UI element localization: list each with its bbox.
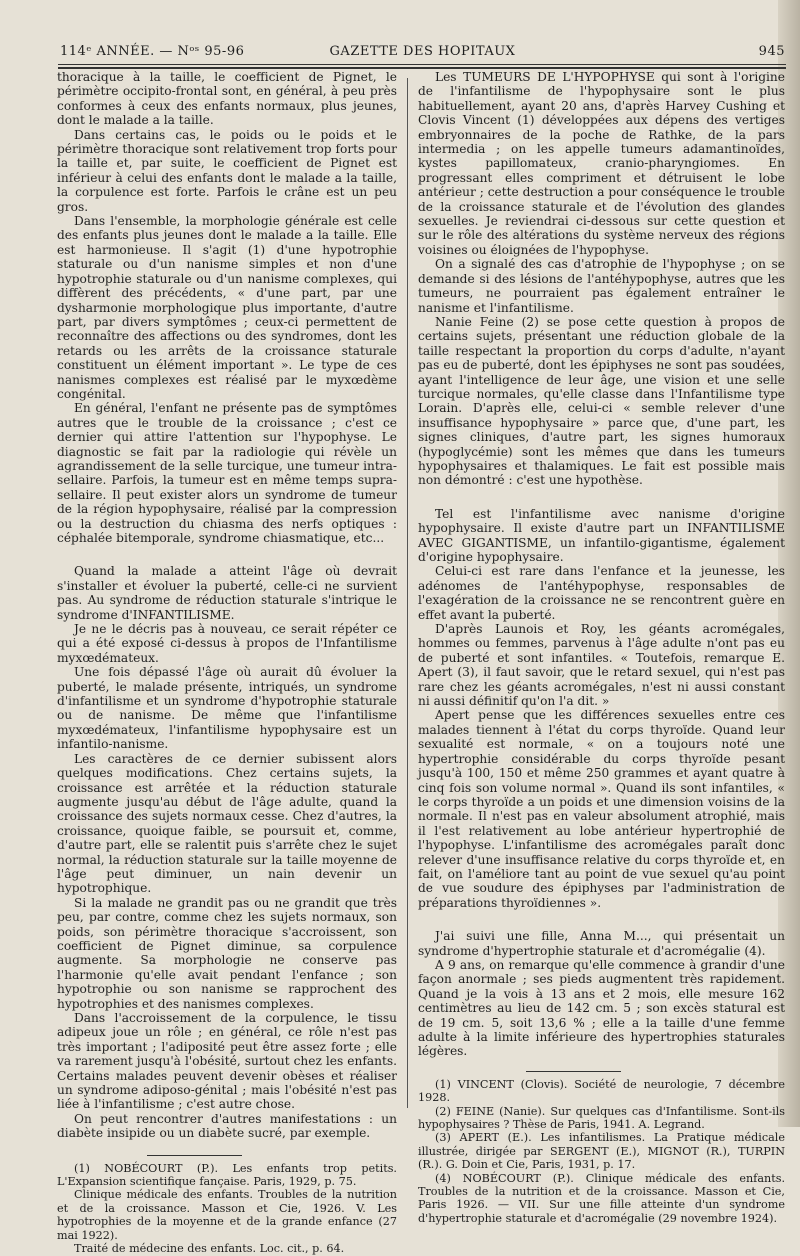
paragraph: Celui-ci est rare dans l'enfance et la jeunesse, les adénomes de l'antéhypophyse, responsables de l'exagération de la croissance ne se rencontrent guère en effet avant la puberté. <box>418 564 785 622</box>
paragraph: Dans l'ensemble, la morphologie générale est celle des enfants plus jeunes dont le malade a la taille. Elle est harmonieuse. Il s'agit (1) d'une hypotrophie staturale ou d'un nanisme simples et non d'une hypotrophie staturale ou d'un nanisme complexes, qui diffèrent des précédents, « d'une part, par une dysharmonie morphologique plus importante, d'autre part, par divers symptômes ; ceux-ci permettent de reconnaître des affections ou des syndromes, dont les retards ou les arrêts de la croissance staturale constituent un élément important ». Le type de ces nanismes complexes est réalisé par le myxœdème congénital. <box>57 214 397 401</box>
right-column <box>418 70 785 1225</box>
paragraph: Une fois dépassé l'âge où aurait dû évoluer la puberté, le malade présente, intriqués, un syndrome d'infantilisme et un syndrome d'hypotrophie staturale ou de nanisme. De même que l'infantilisme myxœdémateux, l'infantilisme hypophysaire est un infantilo-nanisme. <box>57 665 397 752</box>
paragraph: Je ne le décris pas à nouveau, ce serait répéter ce qui a été exposé ci-dessus à propos de l'Infantilisme myxœdémateux. <box>57 622 397 665</box>
paragraph: D'après Launois et Roy, les géants acromégales, hommes ou femmes, parvenus à l'âge adulte n'ont pas eu de puberté et sont infantiles. « Toutefois, remarque E. Apert (3), il faut savoir, que le retard sexuel, qui n'est pas rare chez les géants acromégales, n'est ni aussi constant ni aussi définitif qu'on l'a dit. » <box>418 622 785 709</box>
paragraph: Apert pense que les différences sexuelles entre ces malades tiennent à l'état du corps thyroïde. Quand leur sexualité est normale, « on a toujours noté une hypertrophie considérable du corps thyroïde pesant jusqu'à 100, 150 et même 250 grammes et ayant quatre à cinq fois son volume normal ». Quand ils sont infantiles, « le corps thyroïde a un poids et une dimension voisins de la normale. Il n'est pas en valeur absolument atrophié, mais il l'est relativement au lobe antérieur hypertrophié de l'hypophyse. L'infantilisme des acromégales paraît donc relever d'une insuffisance relative du corps thyroïde et, en fait, on l'améliore tant au point de vue sexuel qu'au point de vue soudure des épiphyses par l'administration de préparations thyroïdiennes ». <box>418 708 785 910</box>
paragraph: Les TUMEURS DE L'HYPOPHYSE qui sont à l'origine de l'infantilisme de l'hypophysaire sont le plus habituellement, ayant 20 ans, d'après Harvey Cushing et Clovis Vincent (1) développées aux dépens des vertiges embryonnaires de la poche de Rathke, de la pars intermedia ; on les appelle tumeurs adamantinoïdes, kystes papillomateux, cranio-pharyngiomes. En progressant elles compriment et détruisent le lobe antérieur ; cette destruction a pour conséquence le trouble de la croissance staturale et de l'évolution des glandes sexuelles. Je reviendrai ci-dessous sur cette question et sur le rôle des altérations du système nerveux des régions voisines ou éloignées de l'hypophyse. <box>418 70 785 257</box>
footnote: Traité de médecine des enfants. Loc. cit., p. 64. <box>74 1242 345 1256</box>
paragraph: Dans certains cas, le poids ou le poids et le périmètre thoracique sont relativement trop forts pour la taille et, par suite, le coefficient de Pignet est inférieur à celui des enfants dont le malade a la taille, la corpulence est forte. Parfois le crâne est un peu gros. <box>57 127 397 214</box>
journal-title: GAZETTE DES HOPITAUX <box>329 44 516 59</box>
issue-number: 114ᵉ ANNÉE. — Nᵒˢ 95-96 <box>60 44 245 59</box>
running-header <box>60 44 785 64</box>
paragraph: A 9 ans, on remarque qu'elle commence à grandir d'une façon anormale ; ses pieds augmentent très rapidement. Quand je la vois à 13 ans et 2 mois, elle mesure 162 centimètres au lieu de 142 cm. 5 ; son excès statural est de 19 cm. 5, soit 13,6 % ; elle a la taille d'une femme adulte à la limite inférieure des hypertrophies staturales légères. <box>418 957 785 1059</box>
section-gap <box>418 488 785 507</box>
footnotes-left <box>57 1162 397 1256</box>
paragraph: On peut rencontrer d'autres manifestations : un diabète insipide ou un diabète sucré, par exemple. <box>57 1111 397 1141</box>
footnote: (3) APERT (E.). Les infantilismes. La Pratique médicale illustrée, dirigée par SERGENT (E.), MIGNOT (R.), TURPIN (R.). G. Doin et Cie, Paris, 1931, p. 17. <box>418 1131 785 1172</box>
footnotes-right <box>418 1078 785 1225</box>
paragraph: On a signalé des cas d'atrophie de l'hypophyse ; on se demande si des lésions de l'antéhypophyse, autres que les tumeurs, ne pourraient pas également entraîner le nanisme et l'infantilisme. <box>418 257 785 315</box>
section-gap <box>57 545 397 564</box>
section-gap <box>418 910 785 929</box>
header-rule-double <box>58 67 786 69</box>
footnote-rule <box>526 1071 621 1072</box>
paragraph: Quand la malade a atteint l'âge où devrait s'installer et évoluer la puberté, celle-ci ne survient pas. Au syndrome de réduction staturale s'intrique le syndrome d'INFANTILISME. <box>57 564 397 622</box>
column-divider <box>407 78 408 1108</box>
footnote-rule <box>147 1155 242 1156</box>
footnote: Clinique médicale des enfants. Troubles de la nutrition et de la croissance. Masson et Cie, 1926. V. Les hypotrophies de la moyenne et de la grande enfance (27 mai 1922). <box>57 1188 397 1242</box>
footnote: (1) NOBÉCOURT (P.). Les enfants trop petits. L'Expansion scientifique fançaise. Paris, 1929, p. 75. <box>57 1161 397 1189</box>
paragraph: Tel est l'infantilisme avec nanisme d'origine hypophysaire. Il existe d'autre part un INFANTILISME AVEC GIGANTISME, un infantilo-gigantisme, également d'origine hypophysaire. <box>418 506 785 564</box>
footnote: (2) FEINE (Nanie). Sur quelques cas d'Infantilisme. Sont-ils hypophysaires ? Thèse de Paris, 1941. A. Legrand. <box>418 1104 785 1132</box>
footnote: (4) NOBÉCOURT (P.). Clinique médicale des enfants. Troubles de la nutrition et de la croissance. Masson et Cie, Paris 1926. — VII. Sur une fille atteinte d'un syndrome d'hypertrophie staturale et d'acromégalie (29 novembre 1924). <box>418 1171 785 1225</box>
paragraph: En général, l'enfant ne présente pas de symptômes autres que le trouble de la croissance ; c'est ce dernier qui attire l'attention sur l'hypophyse. Le diagnostic se fait par la radiologie qui révèle un agrandissement de la selle turcique, une tumeur intra-sellaire. Parfois, la tumeur est en même temps supra-sellaire. Il peut exister alors un syndrome de tumeur de la région hypophysaire, réalisé par la compression ou la destruction du chiasma des nerfs optiques : céphalée bitemporale, syndrome chiasmatique, etc... <box>57 401 397 545</box>
page-number: 945 <box>758 44 785 59</box>
header-rule <box>58 64 786 65</box>
paragraph: Les caractères de ce dernier subissent alors quelques modifications. Chez certains sujets, la croissance est arrêtée et la réduction staturale augmente jusqu'au début de l'âge adulte, quand la croissance des sujets normaux cesse. Chez d'autres, la croissance, quoique faible, se poursuit et, comme, d'autre part, elle se ralentit puis s'arrête chez le sujet normal, la réduction staturale sur la taille moyenne de l'âge peut diminuer, un nain devenir un hypotrophique. <box>57 751 397 896</box>
paragraph: Si la malade ne grandit pas ou ne grandit que très peu, par contre, comme chez les sujets normaux, son poids, son périmètre thoracique s'accroissent, son coefficient de Pignet diminue, sa corpulence augmente. Sa morphologie ne conserve pas l'harmonie qu'elle avait pendant l'enfance ; son hypotrophie ou son nanisme se rapprochent des hypotrophies et des nanismes complexes. <box>57 895 397 1011</box>
paragraph: thoracique à la taille, le coefficient de Pignet, le périmètre occipito-frontal sont, en général, à peu près conformes à ceux des enfants normaux, plus jeunes, dont le malade a la taille. <box>57 70 397 128</box>
left-column <box>57 70 397 1256</box>
paragraph: Nanie Feine (2) se pose cette question à propos de certains sujets, présentant une réduction globale de la taille respectant la proportion du corps d'adulte, n'ayant pas eu de puberté, dont les épiphyses ne sont pas soudées, ayant l'intelligence de leur âge, une vision et une selle turcique normales, qu'elle classe dans l'Infantilisme type Lorain. D'après elle, celui-ci « semble relever d'une insuffisance hypophysaire » parce que, d'une part, les signes cliniques, d'autre part, les signes humoraux (hypoglycémie) sont les mêmes que dans les tumeurs hypophysaires et thalamiques. Le fait est possible mais non démontré : c'est une hypothèse. <box>418 314 785 488</box>
footnote: (1) VINCENT (Clovis). Société de neurologie, 7 décembre 1928. <box>418 1077 785 1105</box>
paragraph: J'ai suivi une fille, Anna M..., qui présentait un syndrome d'hypertrophie staturale et d'acromégalie (4). <box>418 929 785 958</box>
paragraph: Dans l'accroissement de la corpulence, le tissu adipeux joue un rôle ; en général, ce rôle n'est pas très important ; l'adiposité peut être assez forte ; elle va rarement jusqu'à l'obésité, surtout chez les enfants. Certains malades peuvent devenir obèses et réaliser un syndrome adiposo-génital ; mais l'obésité n'est pas liée à l'infantilisme ; c'est autre chose. <box>57 1011 397 1112</box>
